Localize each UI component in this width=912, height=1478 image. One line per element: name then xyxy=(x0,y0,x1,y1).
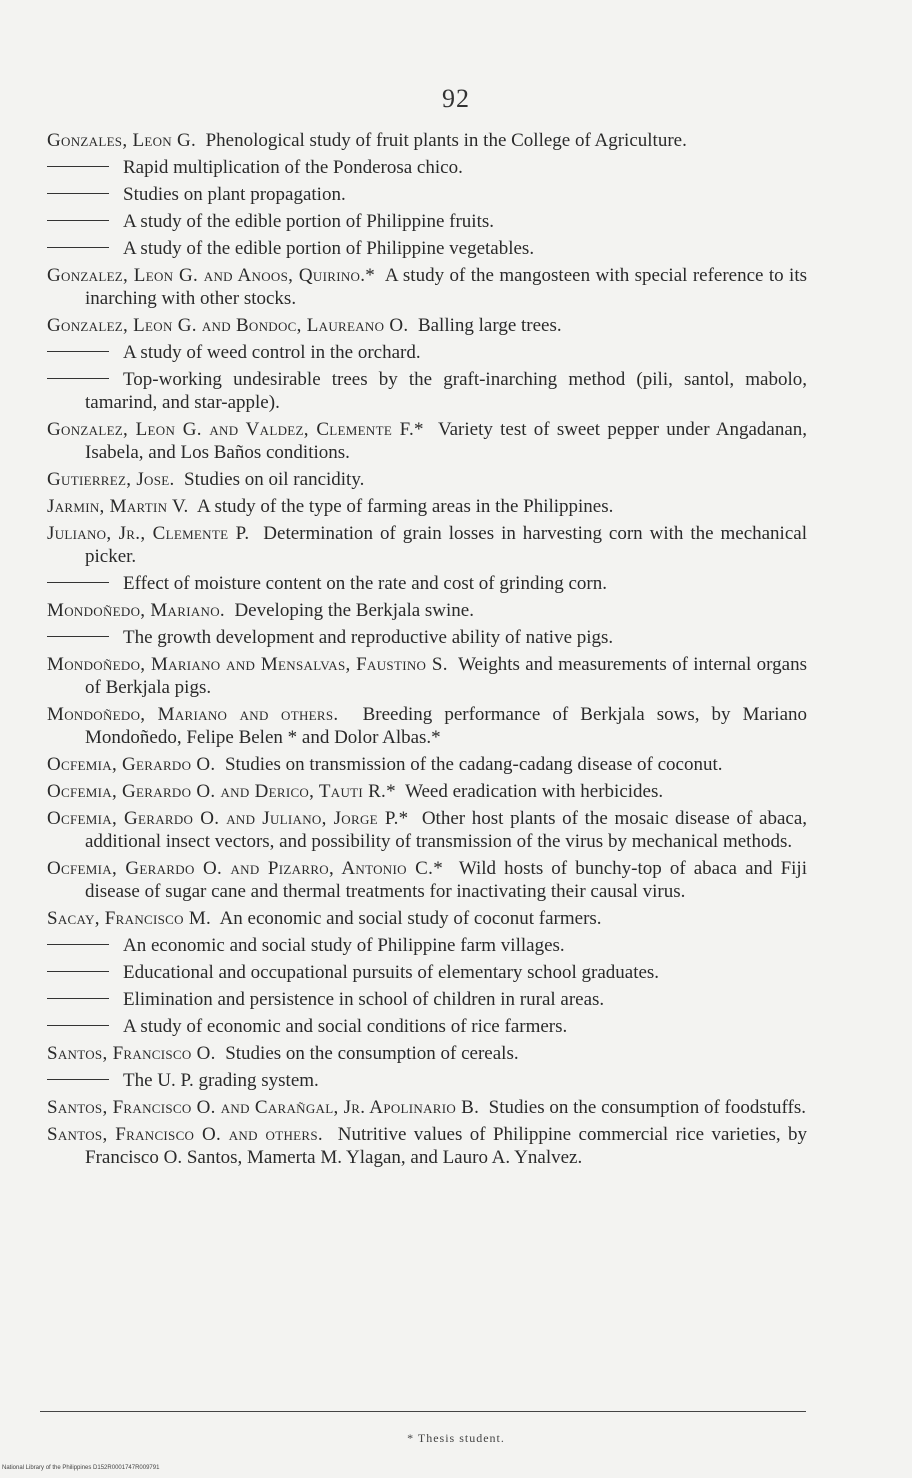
entry-title: Nutritive values of Philippine commercial rice varieties, by Francisco O. Santos, Mamerta M. Ylagan, and Lauro A. Ynalvez. xyxy=(85,1124,808,1168)
bibliography-entry xyxy=(47,988,807,1011)
bibliography-entry xyxy=(47,183,807,206)
entry-title: Determination of grain losses in harvesting corn with the mechanical picker. xyxy=(85,523,807,567)
entry-author: Mondoñedo, Mariano. xyxy=(47,600,225,621)
bibliography-entry xyxy=(47,1069,807,1092)
bibliography-entry xyxy=(47,753,807,776)
bibliography-entry xyxy=(47,314,807,337)
entry-title: Variety test of sweet pepper under Angadanan, Isabela, and Los Baños conditions. xyxy=(85,419,807,463)
entry-author: Gonzalez, Leon G. and Valdez, Clemente F.* xyxy=(47,419,424,440)
bibliography-entry xyxy=(47,237,807,260)
ditto-dash xyxy=(47,193,109,194)
entry-author: Gutierrez, Jose. xyxy=(47,469,175,490)
bibliography-entry xyxy=(47,341,807,364)
bibliography-entry xyxy=(47,418,807,464)
entry-title: An economic and social study of coconut farmers. xyxy=(219,908,602,929)
entry-author: Jarmin, Martin V. xyxy=(47,496,189,517)
ditto-dash xyxy=(47,1025,109,1026)
scan-credit: National Library of the Philippines D152R0001747R009791 xyxy=(2,1465,160,1471)
ditto-dash xyxy=(47,351,109,352)
bibliography-entry xyxy=(47,129,807,152)
ditto-dash xyxy=(47,971,109,972)
entry-title: Top-working undesirable trees by the graft-inarching method (pili, santol, mabolo, tamarind, and star-apple). xyxy=(85,369,807,413)
entry-author: Santos, Francisco O. and others. xyxy=(47,1124,323,1145)
entry-author: Santos, Francisco O. xyxy=(47,1043,216,1064)
bibliography-entry xyxy=(47,1123,807,1169)
bibliography-entry xyxy=(47,653,807,699)
bibliography-entry xyxy=(47,703,807,749)
bibliography-entry xyxy=(47,961,807,984)
ditto-dash xyxy=(47,247,109,248)
bibliography-entry xyxy=(47,599,807,622)
entry-title: A study of the mangosteen with special reference to its inarching with other stocks. xyxy=(85,265,808,309)
entry-title: The growth development and reproductive ability of native pigs. xyxy=(123,627,614,648)
ditto-dash xyxy=(47,582,109,583)
entry-title: Effect of moisture content on the rate and cost of grinding corn. xyxy=(123,573,607,594)
bibliography-entry xyxy=(47,807,807,853)
entry-author: Sacay, Francisco M. xyxy=(47,908,212,929)
bibliography-entry xyxy=(47,495,807,518)
entry-author: Ocfemia, Gerardo O. and Pizarro, Antonio C.* xyxy=(47,858,443,879)
bibliography-entry xyxy=(47,1015,807,1038)
entry-title: Studies on oil rancidity. xyxy=(184,469,365,490)
entry-author: Santos, Francisco O. and Carañgal, Jr. Apolinario B. xyxy=(47,1097,480,1118)
bibliography-entry xyxy=(47,626,807,649)
bibliography-entry xyxy=(47,522,807,568)
footnote: * Thesis student. xyxy=(407,1431,505,1445)
entry-author: Ocfemia, Gerardo O. xyxy=(47,754,216,775)
entry-title: Weed eradication with herbicides. xyxy=(405,781,664,802)
entry-title: Studies on the consumption of cereals. xyxy=(225,1043,519,1064)
entry-title: Studies on plant propagation. xyxy=(123,184,346,205)
entry-author: Juliano, Jr., Clemente P. xyxy=(47,523,250,544)
entry-title: Wild hosts of bunchy-top of abaca and Fiji disease of sugar cane and thermal treatments for inactivating their causal virus. xyxy=(85,858,807,902)
ditto-dash xyxy=(47,636,109,637)
entry-author: Mondoñedo, Mariano and Mensalvas, Faustino S. xyxy=(47,654,448,675)
entry-title: Developing the Berkjala swine. xyxy=(234,600,474,621)
page-number: 92 xyxy=(442,84,470,113)
entry-author: Gonzalez, Leon G. and Anoos, Quirino.* xyxy=(47,265,376,286)
entry-author: Mondoñedo, Mariano and others. xyxy=(47,704,339,725)
bibliography-entry xyxy=(47,572,807,595)
entry-title: A study of economic and social conditions of rice farmers. xyxy=(123,1016,568,1037)
entry-author: Gonzales, Leon G. xyxy=(47,130,197,151)
entry-title: A study of the edible portion of Philippine vegetables. xyxy=(123,238,535,259)
bibliography-entry xyxy=(47,264,807,310)
bibliography-entry xyxy=(47,780,807,803)
bibliography-entry xyxy=(47,1042,807,1065)
ditto-dash xyxy=(47,166,109,167)
entry-title: Other host plants of the mosaic disease of abaca, additional insect vectors, and possibility of transmission of the virus by mechanical methods. xyxy=(85,808,808,852)
entry-title: Elimination and persistence in school of children in rural areas. xyxy=(123,989,605,1010)
ditto-dash xyxy=(47,1079,109,1080)
entry-title: An economic and social study of Philippine farm villages. xyxy=(123,935,565,956)
bibliography-entry xyxy=(47,368,807,414)
entry-author: Gonzalez, Leon G. and Bondoc, Laureano O. xyxy=(47,315,409,336)
entry-author: Ocfemia, Gerardo O. and Juliano, Jorge P.* xyxy=(47,808,409,829)
entry-title: Rapid multiplication of the Ponderosa chico. xyxy=(123,157,463,178)
bibliography-entry xyxy=(47,156,807,179)
bibliography-list xyxy=(47,129,807,1173)
entry-title: A study of the edible portion of Philippine fruits. xyxy=(123,211,494,232)
bibliography-entry xyxy=(47,857,807,903)
bibliography-entry xyxy=(47,210,807,233)
footnote-rule xyxy=(40,1411,806,1412)
entry-author: Ocfemia, Gerardo O. and Derico, Tauti R.* xyxy=(47,781,396,802)
entry-title: Studies on transmission of the cadang-cadang disease of coconut. xyxy=(224,754,723,775)
bibliography-entry xyxy=(47,907,807,930)
ditto-dash xyxy=(47,944,109,945)
entry-title: Educational and occupational pursuits of elementary school graduates. xyxy=(123,962,660,983)
entry-title: The U. P. grading system. xyxy=(123,1070,319,1091)
entry-title: A study of weed control in the orchard. xyxy=(123,342,421,363)
entry-title: A study of the type of farming areas in the Philippines. xyxy=(197,496,614,517)
entry-title: Balling large trees. xyxy=(417,315,562,336)
entry-title: Studies on the consumption of foodstuffs. xyxy=(488,1097,807,1118)
bibliography-entry xyxy=(47,468,807,491)
bibliography-entry xyxy=(47,1096,807,1119)
ditto-dash xyxy=(47,998,109,999)
entry-title: Breeding performance of Berkjala sows, by Mariano Mondoñedo, Felipe Belen * and Dolor Albas.* xyxy=(85,704,807,748)
bibliography-entry xyxy=(47,934,807,957)
ditto-dash xyxy=(47,378,109,379)
entry-title: Weights and measurements of internal organs of Berkjala pigs. xyxy=(85,654,807,698)
entry-title: Phenological study of fruit plants in the College of Agriculture. xyxy=(205,130,687,151)
ditto-dash xyxy=(47,220,109,221)
